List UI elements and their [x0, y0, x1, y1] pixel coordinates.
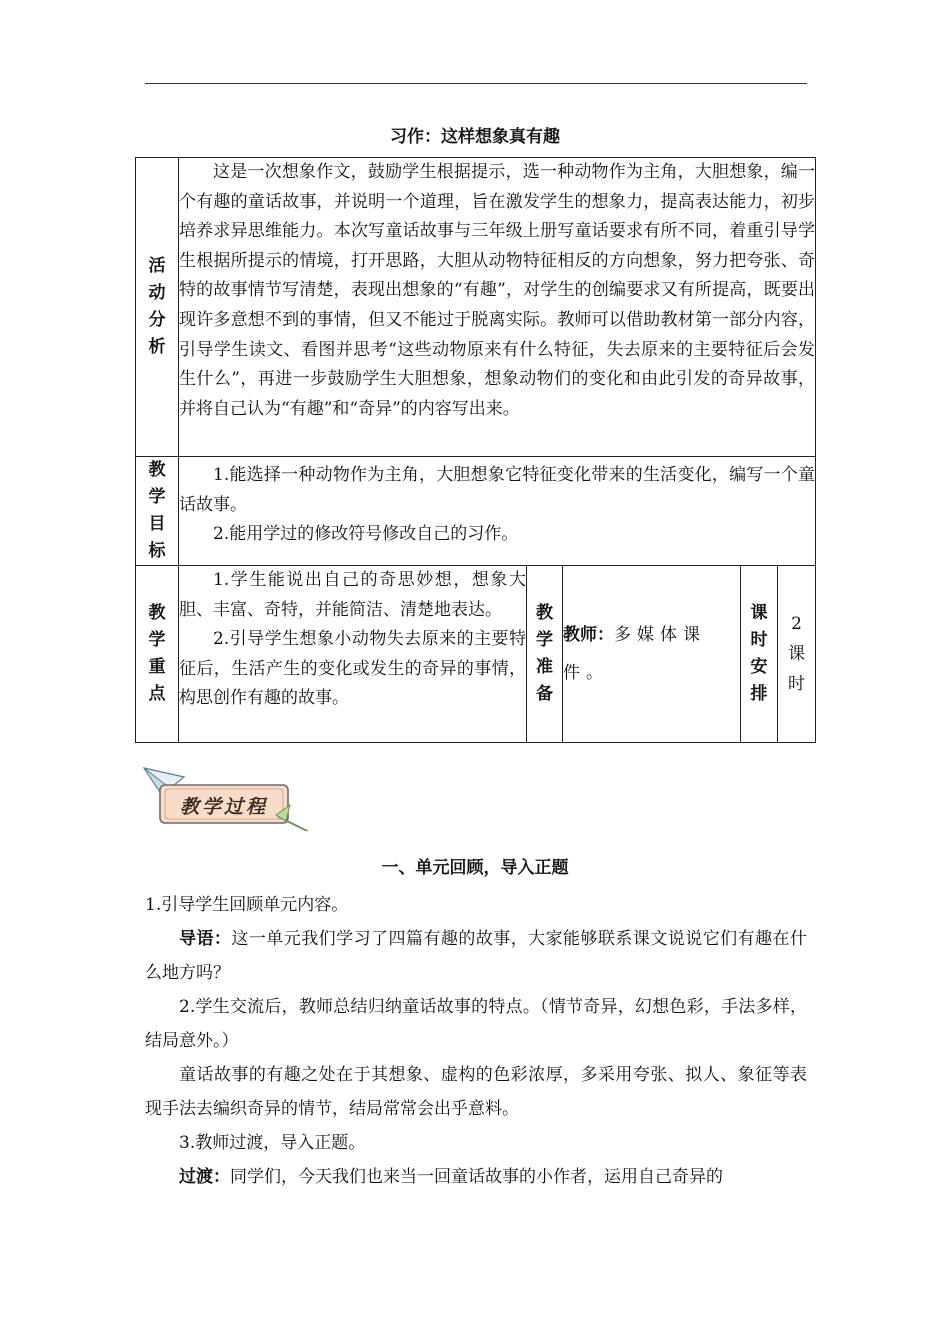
- preparation-role: 教师：: [563, 625, 614, 645]
- label-activity-analysis: 活 动 分 析: [136, 158, 179, 457]
- body-paragraph: 童话故事的有趣之处在于其想象、虚构的色彩浓厚，多采用夸张、拟人、象征等表现手法去编织奇异的情节，结局常常会出乎意料。: [145, 1065, 807, 1119]
- key-point-item: 2.引导学生想象小动物失去原来的主要特征后，生活产生的变化或发生的奇异的事情，构思创作有趣的故事。: [179, 629, 526, 709]
- cell-teaching-objectives: [179, 457, 816, 566]
- body-paragraph: 1.引导学生回顾单元内容。: [145, 895, 349, 915]
- label-schedule: 课 时 安 排: [741, 566, 778, 743]
- label-key-points: 教 学 重 点: [136, 566, 179, 743]
- header-rule: [145, 83, 807, 84]
- row-key-points: [136, 566, 816, 743]
- lesson-body: [145, 888, 807, 1194]
- objective-item: 1.能选择一种动物作为主角，大胆想象它特征变化带来的生活变化，编写一个童话故事。: [179, 465, 816, 515]
- section-title: 一、单元回顾，导入正题: [381, 858, 569, 878]
- body-paragraph: 过渡：同学们，今天我们也来当一回童话故事的小作者，运用自己奇异的: [179, 1167, 723, 1187]
- cell-activity-analysis: [179, 158, 816, 457]
- cell-preparation: [563, 566, 741, 743]
- objective-item: 2.能用学过的修改符号修改自己的习作。: [213, 524, 519, 545]
- body-paragraph: 3.教师过渡，导入正题。: [179, 1133, 366, 1153]
- banner-label: 教学过程: [179, 796, 268, 818]
- row-activity-analysis: [136, 158, 816, 457]
- label-teaching-objectives: 教 学 目 标: [136, 457, 179, 566]
- preparation-text: 多媒体课件。: [563, 625, 706, 683]
- analysis-text: 这是一次想象作文，鼓励学生根据提示，选一种动物作为主角，大胆想象，编一个有趣的童话故事，并说明一个道理，旨在激发学生的想象力，提高表达能力，初步培养求异思维能力。本次写童话故事与三年级上册写童话要求有所不同，着重引导学生根据所提示的情境，打开思路，大胆从动物特征相反的方向想象，努力把夸张、奇特的故事情节写清楚，表现出想象的“有趣”，对学生的创编要求又有所提高，既要出现许多意想不到的事情，但又不能过于脱离实际。教师可以借助教材第一部分内容，引导学生读文、看图并思考“这些动物原来有什么特征，失去原来的主要特征后会发生什么”，再进一步鼓励学生大胆想象，想象动物们的变化和由此引发的奇异故事，并将自己认为“有趣”和“奇异”的内容写出来。: [179, 162, 816, 419]
- cell-schedule-hours: 2 课 时: [778, 566, 816, 743]
- document-title: 习作：这样想象真有趣: [390, 127, 560, 147]
- cell-key-points: [179, 566, 527, 743]
- teaching-process-banner: [140, 765, 310, 835]
- body-paragraph: 2.学生交流后，教师总结归纳童话故事的特点。（情节奇异，幻想色彩，手法多样，结局意外。）: [145, 997, 807, 1051]
- paragraph-lead: 过渡：: [179, 1167, 230, 1187]
- label-preparation: 教 学 准 备: [527, 566, 563, 743]
- row-teaching-objectives: [136, 457, 816, 566]
- body-paragraph: 导语：这一单元我们学习了四篇有趣的故事，大家能够联系课文说说它们有趣在什么地方吗？: [145, 929, 808, 983]
- key-point-item: 1.学生能说出自己的奇思妙想，想象大胆、丰富、奇特，并能简洁、清楚地表达。: [179, 570, 526, 620]
- lesson-plan-table: [135, 157, 816, 743]
- paragraph-lead: 导语：: [179, 929, 232, 949]
